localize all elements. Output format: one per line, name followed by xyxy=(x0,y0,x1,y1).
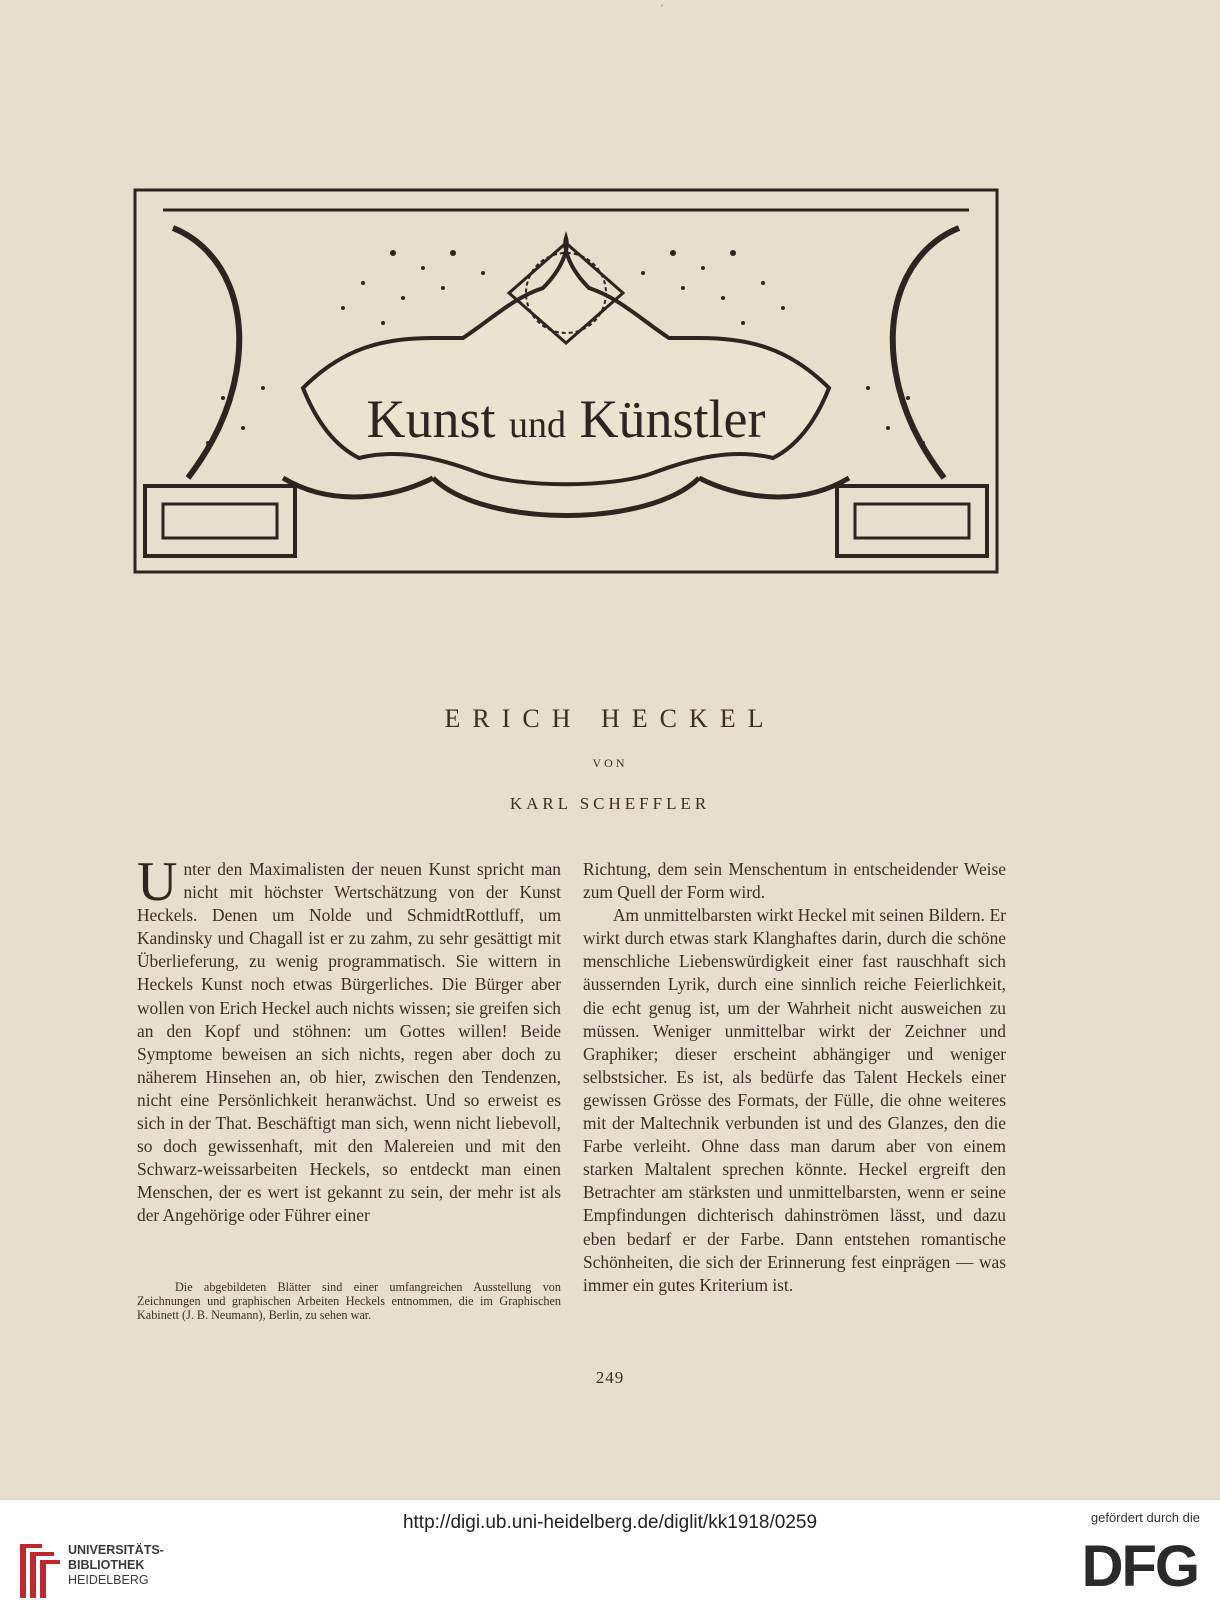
library-line-2: BIBLIOTHEK xyxy=(68,1558,145,1572)
university-library-logo-icon[interactable] xyxy=(12,1540,62,1600)
dfg-logo[interactable]: DFG xyxy=(1081,1534,1198,1599)
library-line-1: UNIVERSITÄTS- xyxy=(68,1543,164,1557)
page-number: 249 xyxy=(595,1368,625,1387)
permalink-url[interactable]: http://digi.ub.uni-heidelberg.de/diglit/kk1918/0259 xyxy=(402,1512,818,1533)
footnote xyxy=(137,1280,561,1322)
article-title: ERICH HECKEL xyxy=(444,704,776,733)
title-word-kuenstler: Künstler xyxy=(579,389,766,449)
title-word-und: und xyxy=(509,404,567,446)
library-line-3: HEIDELBERG xyxy=(68,1573,149,1587)
article-author: KARL SCHEFFLER xyxy=(509,794,711,813)
university-library-name[interactable] xyxy=(68,1543,164,1588)
left-column-text: nter den Maximalisten der neuen Kunst spricht man nicht mit höchster Wertschätzung von der Kunst Heckels. Denen um Nolde und SchmidtRottluff, um Kandinsky und Chagall ist er zu zahm, zu sehr gesättigt mit Überlieferung, zu wenig programmatisch. Sie wittern in Heckels Kunst noch etwas Bürgerliches. Die Bürger aber wollen von Erich Heckel auch nichts wissen; sie greifen sich an den Kopf und stöhnen: um Gottes willen! Beide Symptome beweisen an sich nichts, regen aber doch zu näherem Hinsehen an, ob hier, zwischen den Tendenzen, nicht eine Persönlichkeit heranwächst. Und so erweist es sich in der That. Beschäftigt man sich, wenn nicht liebevoll, so doch gewissenhaft, mit den Malereien und mit den Schwarz-weissarbeiten Heckels, so entdeckt man einen Menschen, der es wert ist gekannt zu sein, der mehr ist als der Angehörige oder Führer einer xyxy=(137,859,561,1226)
text-column-right xyxy=(583,858,1006,1297)
right-paragraph-1: Richtung, dem sein Menschentum in entscheidender Weise zum Quell der Form wird. xyxy=(583,859,1006,903)
drop-cap: U xyxy=(137,851,178,913)
page-mark: ´ xyxy=(660,2,664,16)
magazine-title xyxy=(133,388,999,450)
title-word-kunst: Kunst xyxy=(366,389,496,449)
headpiece-ornament-graphic xyxy=(133,188,999,574)
right-paragraph-2: Am unmittelbarsten wirkt Heckel mit seinen Bildern. Er wirkt durch etwas stark Klanghaftes darin, durch die schöne menschliche Liebenswürdigkeit einer fast rauschhaft sich äussernden Lyrik, durch eine sinnlich reiche Feierlichkeit, die echt genug ist, um der Wahrheit nicht ausweichen zu müssen. Weniger unmittelbar wirkt der Zeichner und Graphiker; dieser erscheint abhängiger und weniger selbstsicher. Es ist, als bedürfe das Talent Heckels einer gewissen Grösse des Formats, der Fülle, die ohne weiteres mit der Maltechnik verbunden ist und des Glanzes, den die Farbe verleiht. Ohne dass man darum aber von einem starken Maltalent sprechen könnte. Heckel ergreift den Betrachter am stärksten und unmittelbarsten, wenn er seine Empfindungen dichterisch dahinströmen lässt, und dazu eben bedarf er der Farbe. Dann entstehen romantische Schönheiten, die sich der Erinnerung fest einprägen — was immer ein gutes Kriterium ist. xyxy=(583,905,1006,1295)
byline-prefix: VON xyxy=(592,756,628,770)
ornamental-headpiece xyxy=(133,188,999,574)
text-column-left xyxy=(137,851,561,1228)
footnote-text: Die abgebildeten Blätter sind einer umfangreichen Ausstellung von Zeichnungen und graphischen Arbeiten Heckels entnommen, die im Graphischen Kabinett (J. B. Neumann), Berlin, zu sehen war. xyxy=(137,1280,561,1322)
funding-label: gefördert durch die xyxy=(1090,1510,1200,1525)
